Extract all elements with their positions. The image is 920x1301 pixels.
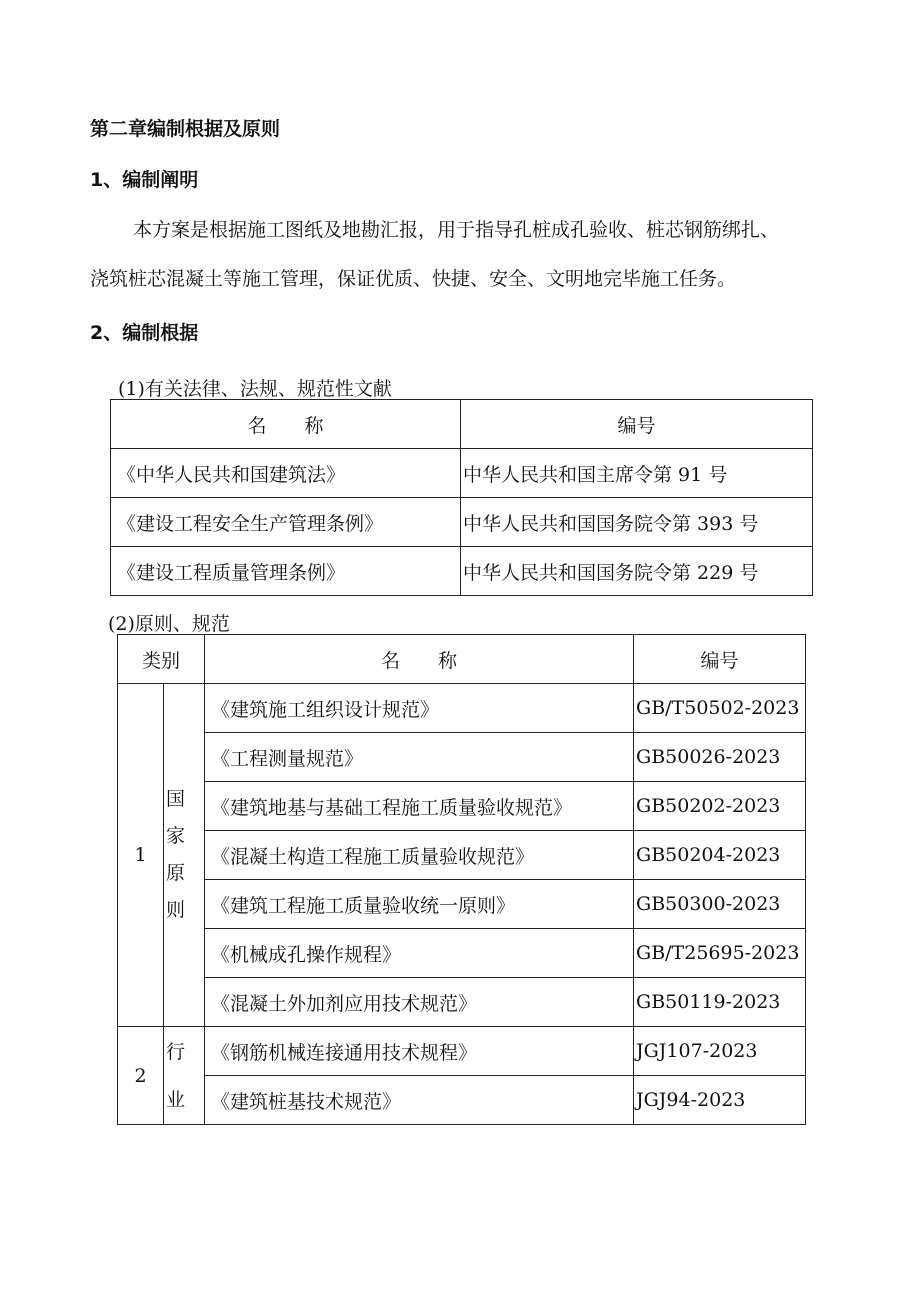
section1-paragraph-line2: 浇筑桩芯混凝土等施工管理，保证优质、快捷、安全、文明地完毕施工任务。 [90, 268, 737, 290]
table-row [111, 498, 813, 547]
standard-code: GB/T50502-2023 [634, 684, 806, 733]
standard-code: JGJ107-2023 [634, 1027, 806, 1076]
standards-table-header [118, 635, 806, 684]
standards-header-name: 名 称 [205, 635, 634, 684]
law-code: 中华人民共和国主席令第 91 号 [461, 449, 813, 498]
subsection1-caption: (1)有关法律、法规、规范性文献 [118, 378, 392, 400]
table-row [118, 831, 806, 880]
table-row [118, 1076, 806, 1125]
standard-code: GB50202-2023 [634, 782, 806, 831]
laws-header-code: 编号 [461, 400, 813, 449]
standard-name: 《钢筋机械连接通用技术规程》 [205, 1027, 634, 1076]
standard-name: 《建筑地基与基础工程施工质量验收规范》 [205, 782, 634, 831]
laws-header-name: 名 称 [111, 400, 461, 449]
section1-paragraph-line1: 本方案是根据施工图纸及地勘汇报，用于指导孔桩成孔验收、桩芯钢筋绑扎、 [133, 219, 780, 241]
law-code: 中华人民共和国国务院令第 229 号 [461, 547, 813, 596]
table-row [118, 684, 806, 733]
laws-table [110, 399, 813, 596]
standard-name: 《混凝土外加剂应用技术规范》 [205, 978, 634, 1027]
standard-code: GB50119-2023 [634, 978, 806, 1027]
standard-code: GB50300-2023 [634, 880, 806, 929]
group1-label-char: 原 [166, 862, 186, 884]
standard-code: GB50026-2023 [634, 733, 806, 782]
standard-name: 《建筑施工组织设计规范》 [205, 684, 634, 733]
table-row [111, 449, 813, 498]
group2-label-char: 业 [166, 1088, 186, 1111]
table-row [118, 880, 806, 929]
standard-name: 《混凝土构造工程施工质量验收规范》 [205, 831, 634, 880]
standard-code: GB/T25695-2023 [634, 929, 806, 978]
table-row [118, 929, 806, 978]
chapter-title: 第二章编制根据及原则 [90, 118, 281, 140]
law-name: 《建设工程质量管理条例》 [111, 547, 461, 596]
section1-heading: 1、编制阐明 [90, 169, 199, 191]
group2-label-char: 行 [166, 1040, 186, 1063]
standard-code: JGJ94-2023 [634, 1076, 806, 1125]
laws-table-header [111, 400, 813, 449]
subsection2-caption: (2)原则、规范 [108, 613, 230, 635]
table-row [118, 782, 806, 831]
group1-label [164, 684, 205, 1027]
group2-label [164, 1027, 205, 1125]
table-row [111, 547, 813, 596]
table-row [118, 978, 806, 1027]
standards-header-code: 编号 [634, 635, 806, 684]
standards-table [117, 634, 806, 1125]
standards-header-category: 类别 [118, 635, 205, 684]
group1-label-char: 国 [166, 788, 186, 810]
standard-code: GB50204-2023 [634, 831, 806, 880]
law-code: 中华人民共和国国务院令第 393 号 [461, 498, 813, 547]
section2-heading: 2、编制根据 [90, 322, 199, 344]
law-name: 《中华人民共和国建筑法》 [111, 449, 461, 498]
standard-name: 《机械成孔操作规程》 [205, 929, 634, 978]
law-name: 《建设工程安全生产管理条例》 [111, 498, 461, 547]
group1-label-char: 则 [166, 899, 186, 921]
standard-name: 《建筑工程施工质量验收统一原则》 [205, 880, 634, 929]
standard-name: 《建筑桩基技术规范》 [205, 1076, 634, 1125]
group1-index: 1 [118, 684, 164, 1027]
table-row [118, 1027, 806, 1076]
table-row [118, 733, 806, 782]
group1-label-char: 家 [166, 825, 186, 847]
group2-index: 2 [118, 1027, 164, 1125]
standard-name: 《工程测量规范》 [205, 733, 634, 782]
